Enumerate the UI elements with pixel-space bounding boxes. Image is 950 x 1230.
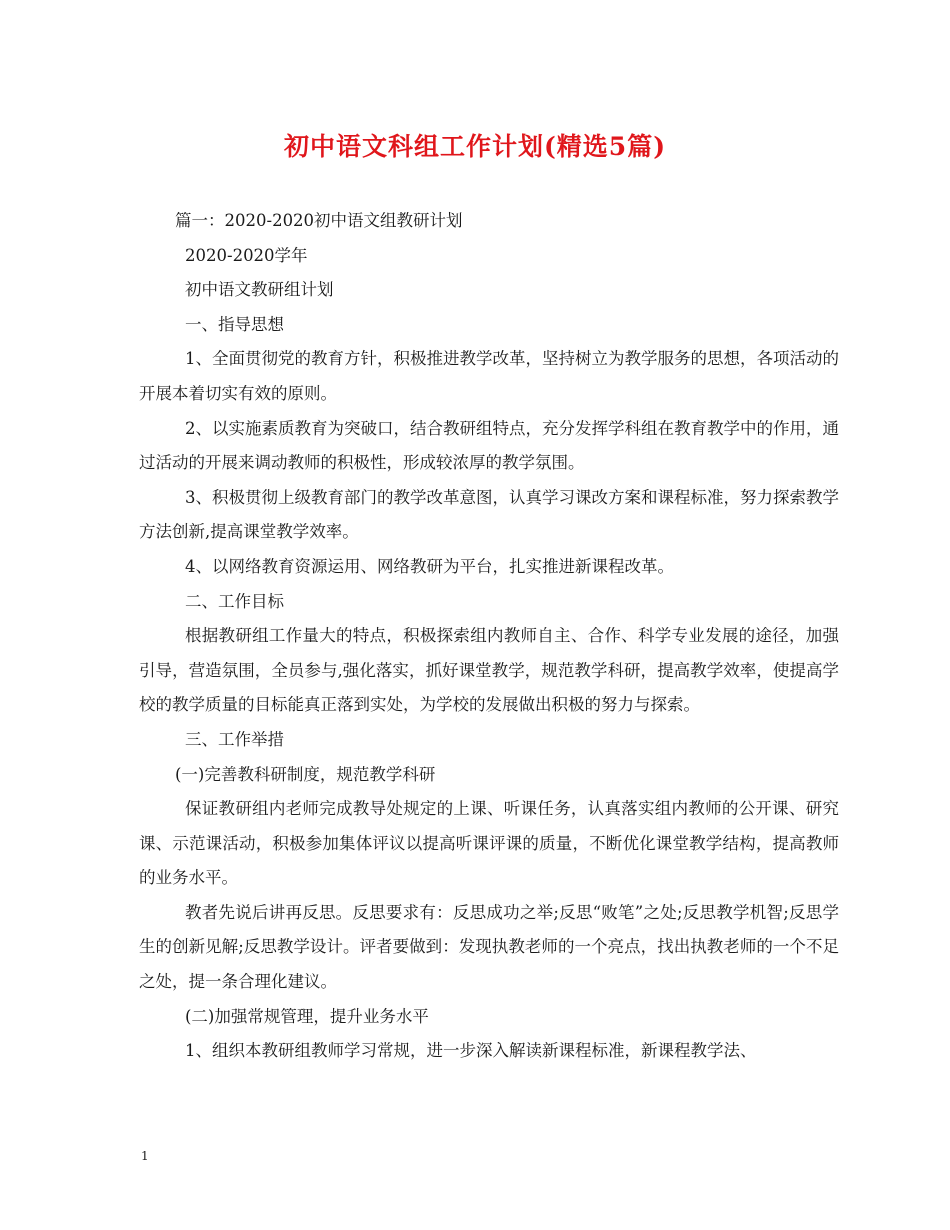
subheading-measures-2: (二)加强常规管理，提升业务水平 bbox=[185, 1006, 429, 1026]
paragraph-guiding-3: 3、积极贯彻上级教育部门的教学改革意图，认真学习课改方案和课程标准，努力探索教学方法创新,提高课堂教学效率。 bbox=[139, 487, 839, 542]
paragraph-guiding-2: 2、以实施素质教育为突破口，结合教研组特点，充分发挥学科组在教育教学中的作用，通过活动的开展来调动教师的积极性，形成较浓厚的教学氛围。 bbox=[139, 418, 839, 473]
document-title: 初中语文科组工作计划(精选5篇) bbox=[283, 132, 667, 161]
heading-work-goals: 二、工作目标 bbox=[185, 591, 284, 611]
paragraph-guiding-1: 1、全面贯彻党的教育方针，积极推进教学改革，坚持树立为教学服务的思想，各项活动的开展本着切实有效的原则。 bbox=[139, 349, 839, 403]
plan-subtitle: 初中语文教研组计划 bbox=[185, 280, 334, 300]
page-number: 1 bbox=[141, 1149, 149, 1163]
school-year-line: 2020-2020学年 bbox=[185, 245, 308, 265]
paragraph-work-goals: 根据教研组工作量大的特点，积极探索组内教师自主、合作、科学专业发展的途径，加强引导，营造氛围，全员参与,强化落实，抓好课堂教学，规范教学科研，提高教学效率，使提高学校的教学质量的目标能真正落到实处，为学校的发展做出积极的努力与探索。 bbox=[139, 626, 839, 715]
section-heading-part-one: 篇一：2020-2020初中语文组教研计划 bbox=[175, 211, 463, 230]
paragraph-measures-1a: 保证教研组内老师完成教导处规定的上课、听课任务，认真落实组内教师的公开课、研究课、示范课活动，积极参加集体评议以提高听课评课的质量，不断优化课堂教学结构，提高教师的业务水平。 bbox=[139, 799, 839, 888]
document-body bbox=[139, 204, 839, 1069]
subheading-measures-1: (一)完善教科研制度，规范教学科研 bbox=[175, 764, 436, 784]
paragraph-guiding-4: 4、以网络教育资源运用、网络教研为平台，扎实推进新课程改革。 bbox=[185, 556, 674, 576]
heading-work-measures: 三、工作举措 bbox=[185, 729, 284, 749]
paragraph-measures-2a: 1、组织本教研组教师学习常规，进一步深入解读新课程标准，新课程教学法、 bbox=[185, 1041, 757, 1061]
paragraph-measures-1b: 教者先说后讲再反思。反思要求有：反思成功之举;反思“败笔”之处;反思教学机智;反思学生的创新见解;反思教学设计。评者要做到：发现执教老师的一个亮点，找出执教老师的一个不足之处，提一条合理化建议。 bbox=[139, 902, 839, 992]
heading-guiding-thought: 一、指导思想 bbox=[185, 314, 284, 334]
